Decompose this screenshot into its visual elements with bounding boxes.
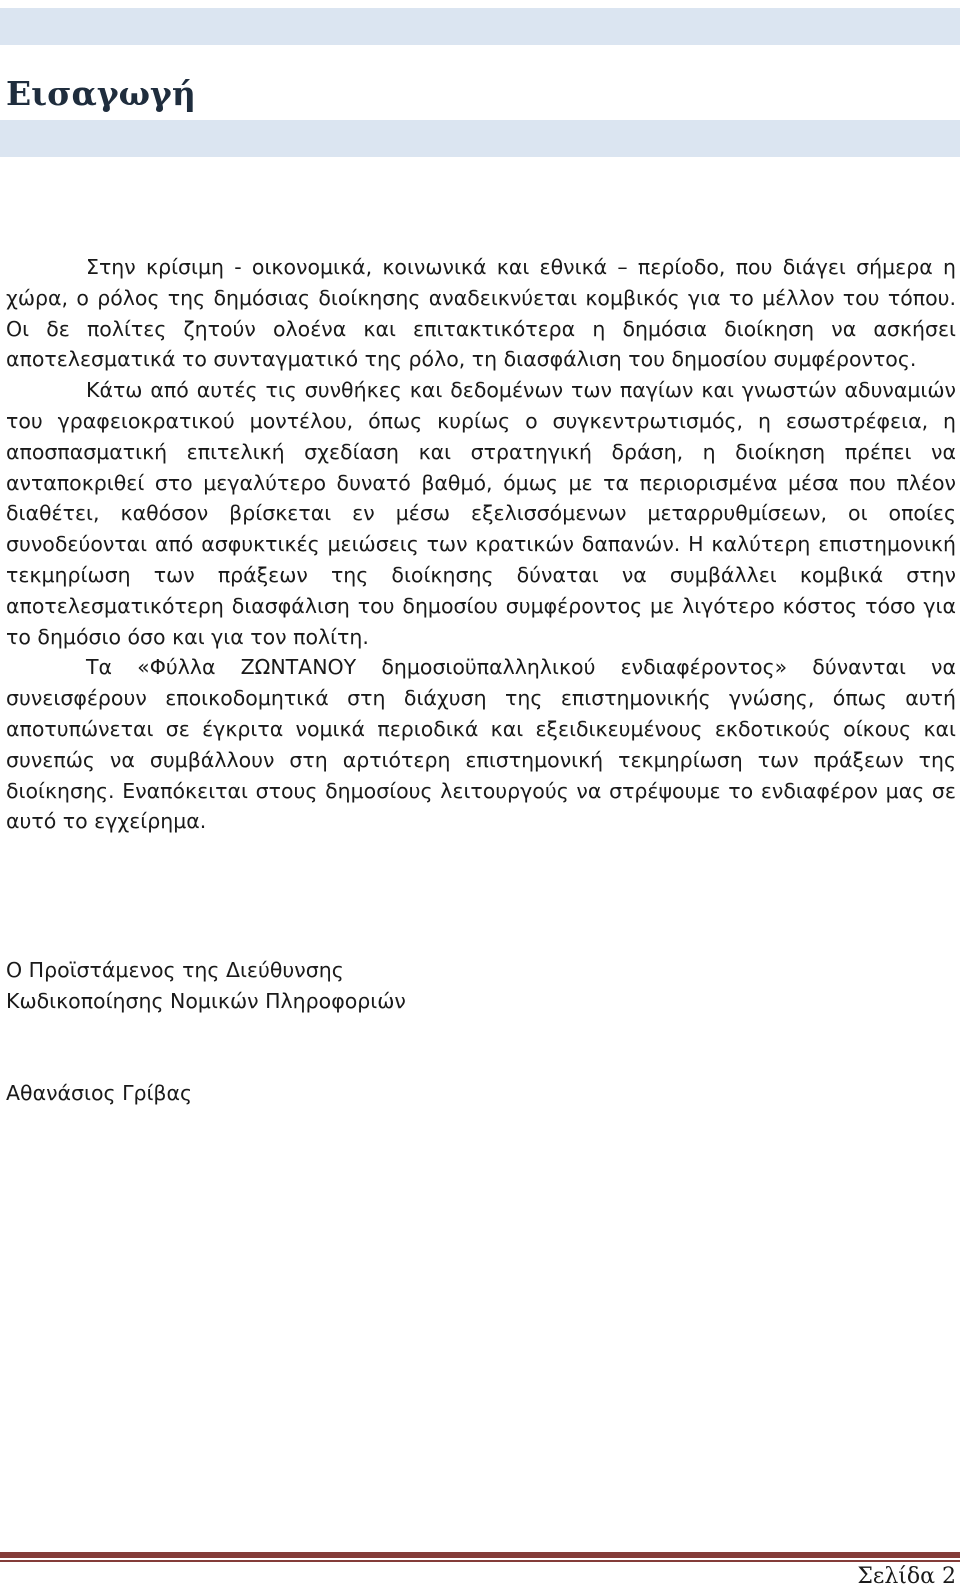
paragraph-3: Τα «Φύλλα ΖΩΝΤΑΝΟΥ δημοσιοϋπαλληλικού ενδιαφέροντος» δύνανται να συνεισφέρουν εποικοδομητικά στη διάχυση της επιστημονικής γνώσης, όπως αυτή αποτυπώνεται σε έγκριτα νομικά περιοδικά και εξειδικευμένους εκδοτικούς οίκους και συνεπώς να συμβάλλουν στη αρτιότερη επιστημονική τεκμηρίωση των πράξεων της διοίκησης. Εναπόκειται στους δημοσίους λειτουργούς να στρέψουμε το ενδιαφέρον μας σε αυτό το εγχείρημα. [6,655,956,834]
paragraph-1: Στην κρίσιμη - οικονομικά, κοινωνικά και εθνικά – περίοδο, που διάγει σήμερα η χώρα, ο ρόλος της δημόσιας διοίκησης αναδεικνύεται κομβικός για το μέλλον του τόπου. Οι δε πολίτες ζητούν ολοένα και επιτακτικότερα η δημόσια διοίκηση να ασκήσει αποτελεσματικά το συνταγματικό της ρόλο, τη διασφάλιση του δημοσίου συμφέροντος. [6,255,956,372]
heading-band-top [0,8,960,45]
page-number [857,1562,956,1592]
signature-title-line-2: Κωδικοποίησης Νομικών Πληροφοριών [6,988,406,1013]
footer-rule-thick [0,1552,960,1558]
section-heading: Εισαγωγή [6,74,196,113]
footer-rule-thin [0,1560,960,1562]
signature-title [6,955,406,1017]
body-text [6,252,956,837]
heading-band-bottom [0,120,960,157]
signature-name [6,1078,192,1109]
paragraph-2: Κάτω από αυτές τις συνθήκες και δεδομένων των παγίων και γνωστών αδυναμιών του γραφειοκρατικού μοντέλου, όπως κυρίως ο συγκεντρωτισμός, η εσωστρέφεια, η αποσπασματική επιτελική σχεδίαση και στρατηγική δράση, η διοίκηση πρέπει να ανταποκριθεί στο μεγαλύτερο δυνατό βαθμό, όμως με τα περιορισμένα μέσα που πλέον διαθέτει, καθόσον βρίσκεται εν μέσω εξελισσόμενων μεταρρυθμίσεων, οι οποίες συνοδεύονται από ασφυκτικές μειώσεις των κρατικών δαπανών. Η καλύτερη επιστημονική τεκμηρίωση των πράξεων της διοίκησης δύναται να συμβάλλει κομβικά στην αποτελεσματικότερη διασφάλιση του δημοσίου συμφέροντος με λιγότερο κόστος τόσο για το δημόσιο όσο και για τον πολίτη. [6,378,956,649]
page-label: Σελίδα [857,1564,935,1589]
page-number-value: 2 [942,1564,956,1589]
signature-name-text: Αθανάσιος Γρίβας [6,1081,193,1105]
signature-title-line-1: Ο Προϊστάμενος της Διεύθυνσης [6,958,344,982]
